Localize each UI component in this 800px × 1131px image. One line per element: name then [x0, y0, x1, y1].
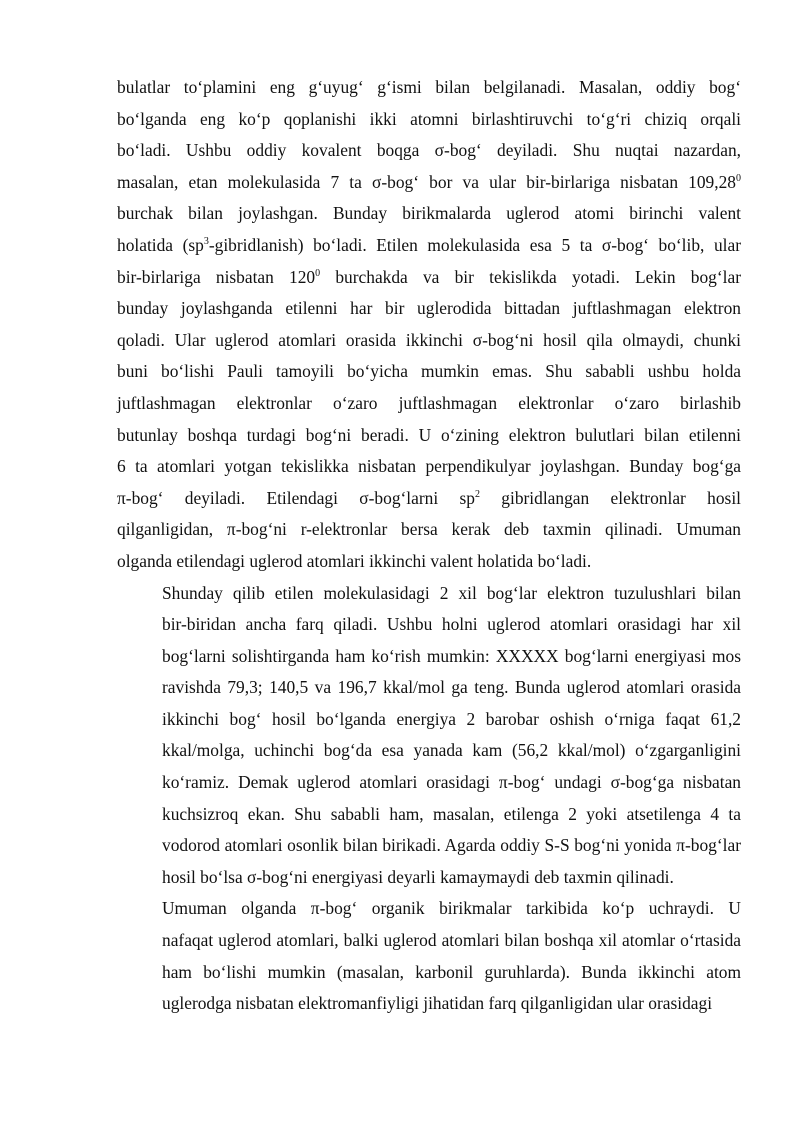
- text-line: [117, 72, 741, 104]
- text-line: [117, 356, 741, 388]
- paragraph: [117, 578, 741, 894]
- text-line: [117, 704, 741, 736]
- text-line: [117, 325, 741, 357]
- text-run: buni bo‘lishi Pauli tamoyili bo‘yicha mumkin emas. Shu sababli ushbu holda: [117, 361, 741, 382]
- text-run: bunday joylashganda etilenni har bir uglerodida bittadan juftlashmagan elektron: [117, 298, 741, 319]
- text-run: ko‘ramiz. Demak uglerod atomlari orasidagi π-bog‘ undagi σ-bog‘ga nisbatan: [162, 772, 741, 793]
- text-line: [117, 925, 741, 957]
- superscript: 0: [315, 267, 321, 279]
- text-line: [117, 672, 741, 704]
- text-line: [117, 799, 741, 831]
- text-run: hosil bo‘lsa σ-bog‘ni energiyasi deyarli kamaymaydi deb taxmin qilinadi.: [162, 866, 674, 887]
- text-run: vodorod atomlari osonlik bilan birikadi. Agarda oddiy S-S bog‘ni yonida π-bog‘lar: [162, 835, 741, 856]
- text-line: [117, 641, 741, 673]
- text-run: butunlay boshqa turdagi bog‘ni beradi. U o‘zining elektron bulutlari bilan etilenni: [117, 424, 741, 445]
- text-run: nafaqat uglerod atomlari, balki uglerod atomlari bilan boshqa xil atomlar o‘rtasida: [162, 930, 741, 951]
- text-line: [117, 198, 741, 230]
- text-run: burchakda va bir tekislikda yotadi. Lekin bog‘lar: [320, 266, 741, 287]
- text-line: [117, 514, 741, 546]
- text-run: bo‘lganda eng ko‘p qoplanishi ikki atomni birlashtiruvchi to‘g‘ri chiziq orqali: [117, 108, 741, 129]
- text-run: uglerodga nisbatan elektromanfiyligi jihatidan farq qilganligidan ular orasidagi: [162, 993, 713, 1014]
- text-line: [117, 420, 741, 452]
- superscript: 2: [474, 488, 480, 500]
- text-line: [117, 957, 741, 989]
- text-run: ikkinchi bog‘ hosil bo‘lganda energiya 2 barobar oshish o‘rniga faqat 61,2: [162, 708, 741, 729]
- superscript: 0: [736, 172, 741, 184]
- text-run: kuchsizroq ekan. Shu sababli ham, masalan, etilenga 2 yoki atsetilenga 4 ta: [162, 803, 741, 824]
- text-run: Shunday qilib etilen molekulasidagi 2 xil bog‘lar elektron tuzulushlari bilan: [162, 582, 741, 603]
- text-line: [117, 451, 741, 483]
- text-run: qoladi. Ular uglerod atomlari orasida ikkinchi σ-bog‘ni hosil qila olmaydi, chunki: [117, 329, 741, 350]
- text-line: [117, 262, 741, 294]
- text-run: gibridlangan elektronlar hosil: [479, 487, 741, 508]
- text-run: bir-birlariga nisbatan 120: [117, 266, 316, 287]
- text-line: [117, 988, 741, 1020]
- text-line: [117, 767, 741, 799]
- text-line: [117, 735, 741, 767]
- text-line: [117, 104, 741, 136]
- text-line: [117, 388, 741, 420]
- text-line: [117, 578, 741, 610]
- text-line: [117, 546, 741, 578]
- paragraph: [117, 72, 741, 578]
- text-run: ravishda 79,3; 140,5 va 196,7 kkal/mol ga teng. Bunda uglerod atomlari orasida: [162, 677, 741, 698]
- text-line: [117, 483, 741, 515]
- text-run: bog‘larni solishtirganda ham ko‘rish mumkin: XXXXX bog‘larni energiyasi mos: [162, 645, 741, 666]
- text-run: masalan, etan molekulasida 7 ta σ-bog‘ bor va ular bir-birlariga nisbatan 109,28: [117, 171, 736, 192]
- text-line: [117, 830, 741, 862]
- text-line: [117, 862, 741, 894]
- text-run: qilganligidan, π-bog‘ni r-elektronlar bersa kerak deb taxmin qilinadi. Umuman: [117, 519, 741, 540]
- superscript: 3: [203, 235, 209, 247]
- text-run: 6 ta atomlari yotgan tekislikka nisbatan perpendikulyar joylashgan. Bunday bog‘ga: [117, 456, 741, 477]
- text-run: bulatlar to‘plamini eng g‘uyug‘ g‘ismi bilan belgilanadi. Masalan, oddiy bog‘: [117, 77, 741, 97]
- text-run: π-bog‘ deyiladi. Etilendagi σ-bog‘larni sp: [117, 487, 475, 508]
- text-run: holatida (sp: [117, 234, 204, 255]
- text-line: [117, 609, 741, 641]
- text-run: kkal/molga, uchinchi bog‘da esa yanada kam (56,2 kkal/mol) o‘zgarganligini: [162, 740, 741, 761]
- text-line: [117, 293, 741, 325]
- text-run: olganda etilendagi uglerod atomlari ikkinchi valent holatida bo‘ladi.: [117, 550, 592, 571]
- text-run: Umuman olganda π-bog‘ organik birikmalar tarkibida ko‘p uchraydi. U: [162, 898, 741, 919]
- text-run: juftlashmagan elektronlar o‘zaro juftlashmagan elektronlar o‘zaro birlashib: [117, 392, 741, 413]
- text-line: [117, 230, 741, 262]
- text-run: -gibridlanish) bo‘ladi. Etilen molekulasida esa 5 ta σ-bog‘ bo‘lib, ular: [208, 234, 742, 255]
- text-run: bo‘ladi. Ushbu oddiy kovalent boqga σ-bog‘ deyiladi. Shu nuqtai nazardan,: [117, 140, 741, 161]
- paragraph: [117, 893, 741, 1019]
- text-run: ham bo‘lishi mumkin (masalan, karbonil guruhlarda). Bunda ikkinchi atom: [162, 961, 741, 982]
- text-run: bir-biridan ancha farq qiladi. Ushbu holni uglerod atomlari orasidagi har xil: [162, 614, 741, 635]
- text-line: [117, 167, 741, 199]
- text-line: [117, 893, 741, 925]
- text-run: burchak bilan joylashgan. Bunday birikmalarda uglerod atomi birinchi valent: [117, 203, 741, 224]
- document-body: [117, 72, 741, 1020]
- text-line: [117, 135, 741, 167]
